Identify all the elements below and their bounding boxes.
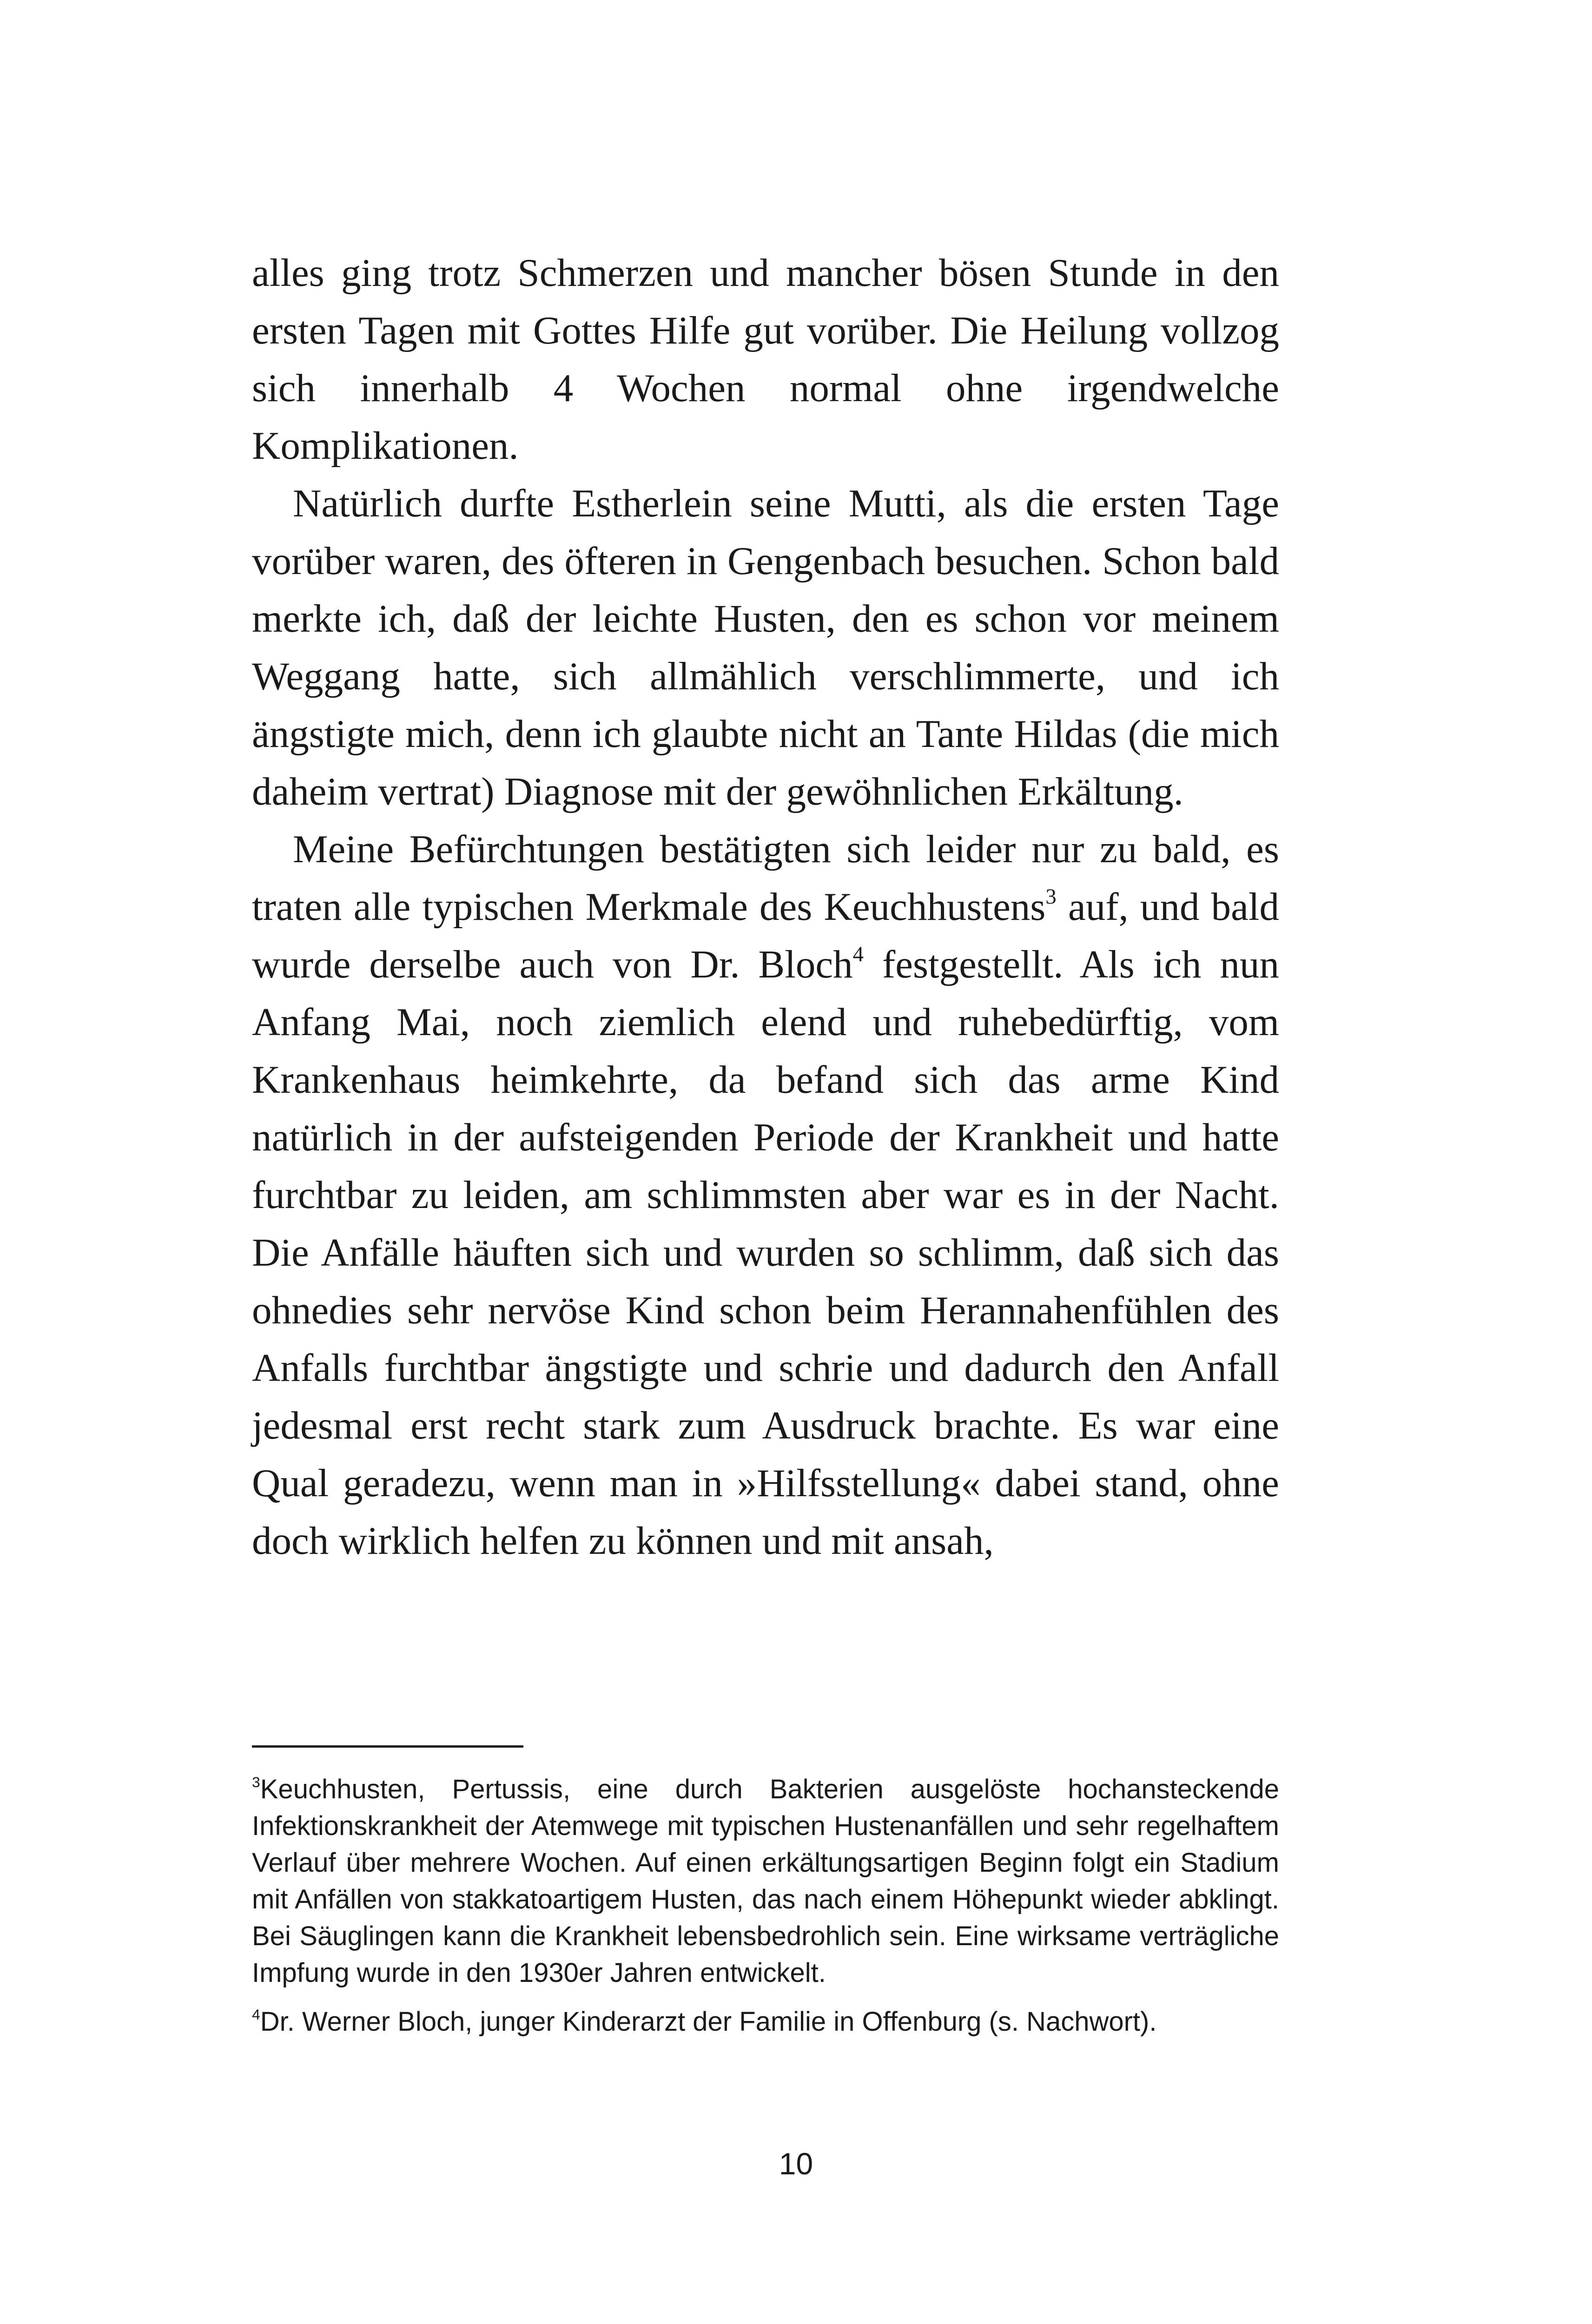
- paragraph-2: Natürlich durfte Estherlein seine Mutti, als die ersten Tage vorüber waren, des öfteren in Gengenbach besuchen. Schon bald merkte ich, daß der leichte Husten, den es schon vor meinem Weggang hatte, sich allmählich verschlimmerte, und ich ängstigte mich, denn ich glaubte nicht an Tante Hildas (die mich daheim vertrat) Diagnose mit der gewöhnlichen Erkältung.: [252, 482, 1279, 813]
- paragraph-3: [252, 820, 1279, 1570]
- page-number: 10: [779, 2146, 813, 2181]
- footnote-divider: [252, 1745, 523, 1748]
- footnote-ref-3: 3: [1045, 884, 1057, 909]
- footnote-4-marker: 4: [252, 2006, 260, 2023]
- footnote-ref-4: 4: [852, 942, 864, 966]
- footnotes: [252, 1771, 1279, 2040]
- footnote-3-marker: 3: [252, 1774, 260, 1791]
- body-text: [252, 244, 1279, 1570]
- paragraph-3-text-c: festgestellt. Als ich nun Anfang Mai, noch ziemlich elend und ruhebedürftig, vom Krankenhaus heimkehrte, da befand sich das arme Kind natürlich in der aufsteigenden Periode der Krankheit und hatte furchtbar zu leiden, am schlimmsten aber war es in der Nacht. Die Anfälle häuften sich und wurden so schlimm, daß sich das ohnedies sehr nervöse Kind schon beim Herannahenfühlen des Anfalls furchtbar ängstigte und schrie und dadurch den Anfall jedesmal erst recht stark zum Ausdruck brachte. Es war eine Qual geradezu, wenn man in »Hilfsstellung« dabei stand, ohne doch wirklich helfen zu können und mit ansah,: [252, 943, 1279, 1563]
- paragraph-3-text-b: auf, und bald wurde derselbe auch von Dr. Bloch: [252, 885, 1279, 986]
- footnote-3: [252, 1771, 1279, 1991]
- footnote-4: [252, 2003, 1279, 2040]
- footnote-3-text: Keuchhusten, Pertussis, eine durch Bakterien ausgelöste hochansteckende Infektionskrankheit der Atemwege mit typischen Hustenanfällen und sehr regelhaftem Verlauf über mehrere Wochen. Auf einen erkältungsartigen Beginn folgt ein Stadium mit Anfällen von stakkatoartigem Husten, das nach einem Höhepunkt wieder abklingt. Bei Säuglingen kann die Krankheit lebensbedrohlich sein. Eine wirksame verträgliche Impfung wurde in den 1930er Jahren entwickelt.: [252, 1774, 1279, 1988]
- footnote-4-text: Dr. Werner Bloch, junger Kinderarzt der Familie in Offenburg (s. Nachwort).: [260, 2007, 1157, 2037]
- paragraph-3-text-a: Meine Befürchtungen bestätigten sich leider nur zu bald, es traten alle typischen Merkmale des Keuchhustens: [252, 827, 1279, 929]
- paragraph-1: alles ging trotz Schmerzen und mancher bösen Stunde in den ersten Tagen mit Gottes Hilfe gut vorüber. Die Heilung vollzog sich innerhalb 4 Wochen normal ohne irgendwelche Komplikationen.: [252, 251, 1279, 468]
